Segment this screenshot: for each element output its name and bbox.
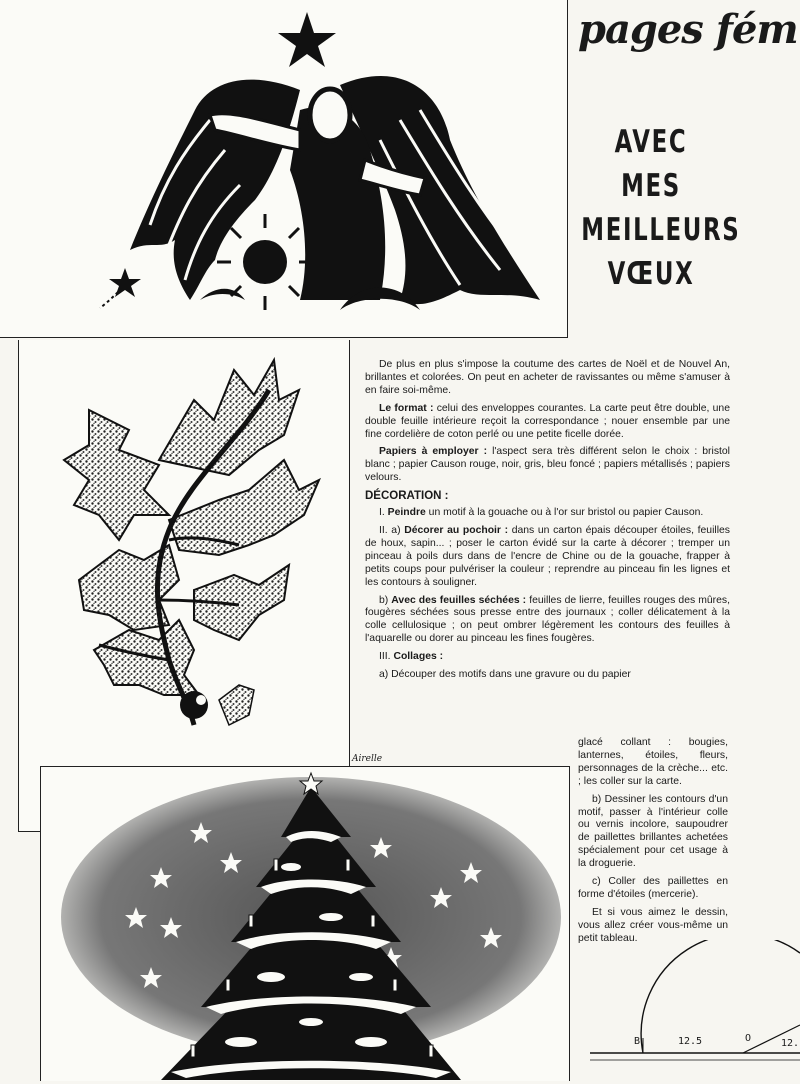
title-line: MEILLEURS: [581, 212, 741, 248]
diagram-label-measure-left: 12.5: [678, 1036, 703, 1047]
leaves-num: b): [379, 594, 392, 606]
collage-c-paragraph: c) Coller des paillettes en forme d'étoiles (mercerie).: [578, 876, 728, 900]
candle-icon: [429, 1045, 433, 1057]
paint-text: un motif à la gouache ou à l'or sur bristol ou papier Causon.: [425, 507, 704, 519]
stencil-text: dans un carton épais découper étoiles, feuilles de houx, sapin... ; poser le carton évidé sur la carte à décorer ; tremper un pinceau à poils durs dans de l'encre de Chine ou de la gouache, frapper à petits coups pour pulvériser la couleur ; reprendre au pinceau fin les lignes et les contours à souligner.: [365, 524, 730, 588]
title-line: VŒUX: [607, 256, 695, 292]
collage-a-continued: glacé collant : bougies, lanternes, étoiles, fleurs, personnages de la crèche... etc. ; les coller sur la carte.: [578, 737, 728, 787]
shooting-star-icon: [109, 268, 141, 297]
papers-paragraph: [365, 446, 730, 485]
leaves-text: feuilles de lierre, feuilles rouges des mûres, fougères séchées sous presse entre des journaux ; coller délicatement à la colle cellulosique ; on peut ombrer légèrement les contours des feuilles à l'aquarelle ou dorer au pinceau les fines fougères.: [365, 594, 730, 645]
masthead: pages fém: [578, 6, 798, 53]
candle-icon: [371, 915, 375, 927]
decoration-heading: DÉCORATION :: [365, 490, 449, 503]
stencil-paragraph: [365, 525, 730, 590]
intro-paragraph: De plus en plus s'impose la coutume des cartes de Noël et de Nouvel An, brillantes et colorées. On peut en acheter de ravissantes ou même s'amuser à en faire soi-même.: [365, 359, 730, 396]
collage-a-start: a) Découper des motifs dans une gravure ou du papier: [379, 669, 631, 681]
angel-illustration-frame: [0, 0, 568, 338]
holly-leaf: [169, 460, 319, 555]
collage-heading: [365, 651, 730, 664]
papers-label: Papiers à employer :: [379, 446, 488, 458]
diagram-label-b: B: [634, 1036, 641, 1047]
papers-text: l'aspect sera très différent selon le choix : bristol blanc ; papier Causon rouge, noir, gris, bleu foncé ; papiers métallisés ; papiers velours.: [365, 446, 730, 484]
geometry-diagram: [588, 940, 800, 1081]
candle-icon: [249, 915, 253, 927]
tree-illustration-frame: [40, 766, 570, 1081]
closing-paragraph: Et si vous aimez le dessin, vous allez créer vous-même un petit tableau.: [578, 906, 728, 944]
collage-b-paragraph: b) Dessiner les contours d'un motif, passer à l'intérieur colle ou vernis incolore, saupoudrer de paillettes brillantes achetées spécialement pour cet usage à la droguerie.: [578, 793, 728, 870]
angel-head: [310, 89, 350, 141]
angel-illustration: [0, 0, 566, 336]
paint-paragraph: [365, 507, 730, 520]
stencil-num: II. a): [379, 524, 405, 536]
leaves-label: Avec des feuilles séchées :: [391, 594, 527, 606]
holly-illustration: [19, 340, 349, 830]
holly-leaf: [64, 410, 169, 540]
diagram-label-measure-right: 12.: [781, 1038, 800, 1049]
candle-icon: [274, 859, 278, 871]
candle-icon: [393, 979, 397, 991]
paint-num: I.: [379, 507, 388, 519]
title-line: MES: [621, 168, 681, 204]
article-lower-column: [578, 737, 728, 951]
article-body: [365, 359, 730, 687]
diagram-label-o: O: [745, 1033, 752, 1044]
page-title: [581, 120, 741, 296]
format-text: celui des enveloppes courantes. La carte peut être double, une double feuille intérieure reçoit la correspondance ; nouer ensemble par une fine cordelière de coton perlé ou une petite ficelle dorée.: [365, 402, 730, 440]
holly-leaf: [94, 620, 199, 695]
format-paragraph: [365, 403, 730, 442]
candle-icon: [226, 979, 230, 991]
paint-label: Peindre: [387, 507, 426, 519]
sun-icon: [243, 240, 287, 284]
holly-leaf: [219, 685, 254, 725]
stencil-label: Décorer au pochoir :: [404, 524, 509, 536]
title-line: AVEC: [614, 124, 688, 160]
holly-illustration-frame: [18, 340, 350, 832]
tree-illustration: [41, 767, 569, 1080]
leaves-paragraph: [365, 595, 730, 647]
candle-icon: [191, 1045, 195, 1057]
collage-num: III.: [379, 651, 394, 663]
holly-berry: [180, 691, 208, 719]
format-label: Le format :: [379, 402, 434, 414]
collage-label: Collages :: [393, 651, 444, 663]
artist-signature: Airelle: [352, 754, 383, 764]
star-icon: [278, 12, 336, 67]
holly-leaf: [79, 545, 179, 630]
holly-leaf: [159, 360, 299, 475]
candle-icon: [346, 859, 350, 871]
